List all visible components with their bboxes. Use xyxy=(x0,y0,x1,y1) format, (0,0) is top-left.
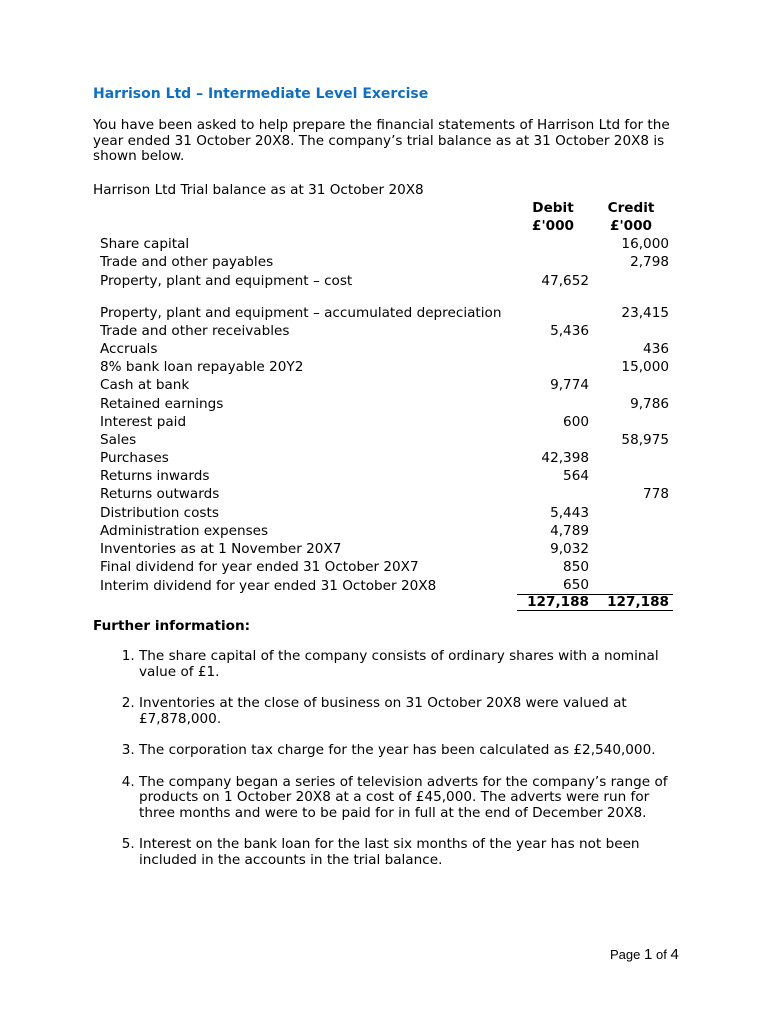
row-credit xyxy=(593,539,673,557)
page-footer xyxy=(610,946,679,963)
total-debit: 127,188 xyxy=(517,594,593,611)
list-item: 3. The corporation tax charge for the year has been calculated as £2,540,000. xyxy=(139,743,679,759)
row-label: Accruals xyxy=(100,340,158,357)
row-credit xyxy=(593,376,673,394)
row-debit xyxy=(517,289,593,321)
row-debit: 9,032 xyxy=(550,541,589,557)
table-row xyxy=(93,321,673,339)
row-label: Interim dividend for year ended 31 October 20X8 xyxy=(100,577,437,594)
row-debit: 650 xyxy=(563,577,589,594)
footer-current-page: 1 xyxy=(644,946,653,963)
page-title: Harrison Ltd – Intermediate Level Exercise xyxy=(93,86,429,102)
total-credit: 127,188 xyxy=(593,594,673,611)
row-credit: 15,000 xyxy=(621,359,669,376)
row-credit xyxy=(593,412,673,430)
trial-balance-table xyxy=(93,199,673,612)
row-label: Trade and other payables xyxy=(100,254,274,271)
row-credit xyxy=(593,448,673,466)
row-label: Returns inwards xyxy=(100,468,210,485)
table-row xyxy=(93,467,673,485)
row-credit xyxy=(593,521,673,539)
intro-paragraph: You have been asked to help prepare the financial statements of Harrison Ltd for the year ended 31 October 20X8. The company’s trial balance as at 31 October 20X8 is shown below. xyxy=(93,117,670,164)
row-debit: 564 xyxy=(563,468,589,485)
row-debit xyxy=(517,357,593,375)
row-debit: 4,789 xyxy=(550,522,589,539)
row-credit xyxy=(593,503,673,521)
debit-unit: £'000 xyxy=(532,218,574,234)
row-label: Interest paid xyxy=(100,413,187,430)
row-debit xyxy=(517,253,593,271)
row-label: Final dividend for year ended 31 October 20X7 xyxy=(100,559,419,576)
table-row xyxy=(93,339,673,357)
row-label: Purchases xyxy=(100,450,169,467)
table-row xyxy=(93,253,673,271)
table-row xyxy=(93,376,673,394)
list-item: 5. Interest on the bank loan for the last six months of the year has not been included in the accounts in the trial balance. xyxy=(139,837,679,868)
row-debit xyxy=(517,485,593,503)
row-credit xyxy=(593,558,673,576)
row-label: Property, plant and equipment – cost xyxy=(100,272,353,289)
row-label: Retained earnings xyxy=(100,395,224,412)
table-row xyxy=(93,503,673,521)
row-label: Share capital xyxy=(100,236,190,253)
list-item: 1. The share capital of the company consists of ordinary shares with a nominal value of £1. xyxy=(139,649,679,680)
row-label: Sales xyxy=(100,431,137,448)
row-label: Trade and other receivables xyxy=(100,322,290,339)
table-row xyxy=(93,485,673,503)
further-information-heading: Further information: xyxy=(93,618,251,635)
row-debit: 9,774 xyxy=(550,377,589,394)
row-debit xyxy=(517,430,593,448)
row-debit: 5,436 xyxy=(550,322,589,339)
footer-total-pages: 4 xyxy=(670,946,679,963)
table-header-row xyxy=(93,199,673,217)
row-credit: 436 xyxy=(643,340,669,357)
row-credit: 23,415 xyxy=(621,304,669,321)
credit-unit: £'000 xyxy=(610,218,652,234)
table-row xyxy=(93,357,673,375)
table-row xyxy=(93,576,673,595)
footer-prefix: Page xyxy=(610,947,641,962)
row-label: 8% bank loan repayable 20Y2 xyxy=(100,359,304,376)
row-debit xyxy=(517,235,593,253)
table-row xyxy=(93,430,673,448)
table-row xyxy=(93,412,673,430)
row-label: Returns outwards xyxy=(100,486,220,503)
further-information-list xyxy=(93,649,703,868)
row-label: Property, plant and equipment – accumulated depreciation xyxy=(100,304,502,321)
row-credit: 16,000 xyxy=(621,236,669,253)
credit-header: Credit xyxy=(607,200,655,216)
row-label: Distribution costs xyxy=(100,504,219,521)
row-credit xyxy=(593,576,673,595)
row-credit: 778 xyxy=(643,486,669,503)
table-row xyxy=(93,235,673,253)
row-label: Inventories as at 1 November 20X7 xyxy=(100,541,342,557)
row-credit xyxy=(593,321,673,339)
row-debit xyxy=(517,394,593,412)
row-credit: 58,975 xyxy=(621,431,669,448)
document-page xyxy=(93,84,703,884)
row-debit: 600 xyxy=(563,413,589,430)
row-debit: 5,443 xyxy=(550,504,589,521)
row-credit: 2,798 xyxy=(630,254,669,271)
totals-row xyxy=(93,594,673,611)
row-credit: 9,786 xyxy=(630,395,669,412)
row-debit: 850 xyxy=(563,559,589,576)
list-item: 4. The company began a series of television adverts for the company’s range of products on 1 October 20X8 at a cost of £45,000. The adverts were run for three months and were to be paid for in full at the end of December 20X8. xyxy=(139,775,679,822)
table-row xyxy=(93,394,673,412)
list-item: 2. Inventories at the close of business on 31 October 20X8 were valued at £7,878,000. xyxy=(139,696,679,727)
table-unit-row xyxy=(93,217,673,235)
table-row xyxy=(93,521,673,539)
row-label: Cash at bank xyxy=(100,377,190,394)
footer-of: of xyxy=(655,947,667,962)
trial-balance-heading: Harrison Ltd Trial balance as at 31 October 20X8 xyxy=(93,181,424,198)
row-credit xyxy=(593,467,673,485)
debit-header: Debit xyxy=(532,200,574,216)
row-debit: 42,398 xyxy=(541,450,589,467)
row-debit: 47,652 xyxy=(541,272,589,289)
row-debit xyxy=(517,339,593,357)
table-row xyxy=(93,271,673,289)
table-row xyxy=(93,289,673,321)
table-row xyxy=(93,448,673,466)
row-credit xyxy=(593,271,673,289)
table-row xyxy=(93,558,673,576)
table-row xyxy=(93,539,673,557)
row-label: Administration expenses xyxy=(100,522,269,539)
